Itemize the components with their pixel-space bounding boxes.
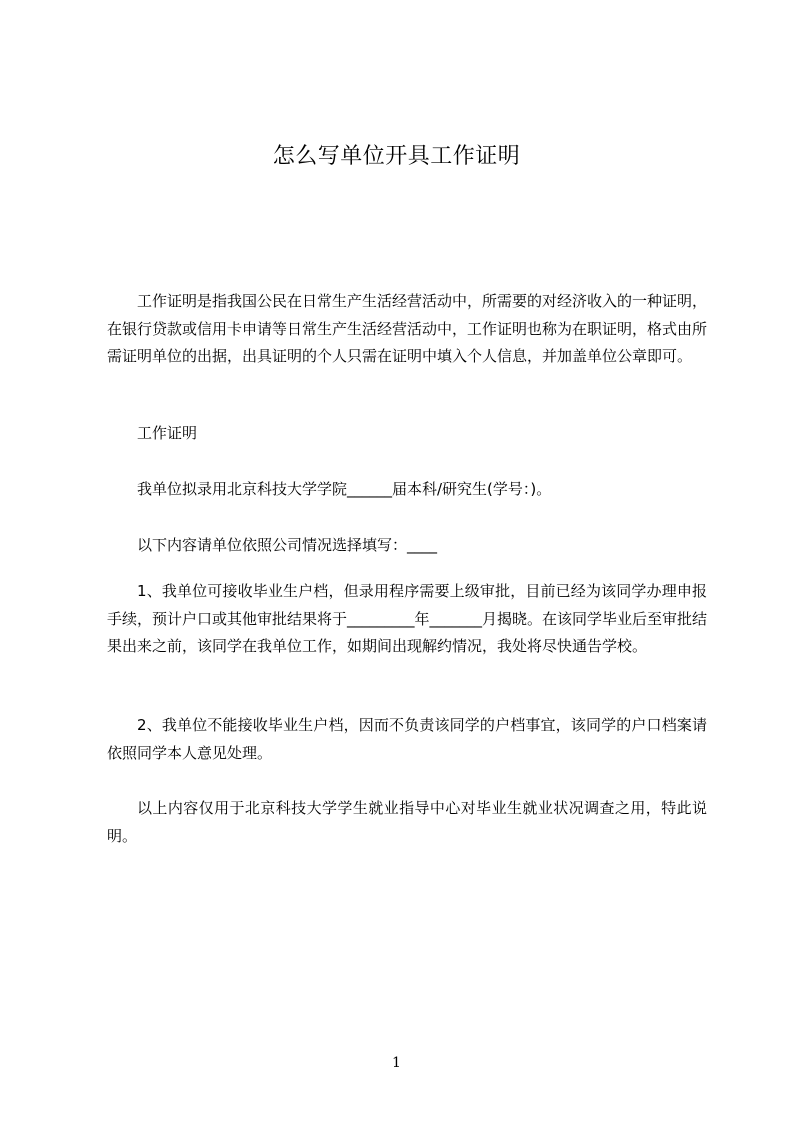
section-heading: 工作证明 [137,424,198,442]
paragraph-text: 2、我单位不能接收毕业生户档，因而不负责该同学的户档事宜，该同学的户口档案请依照同学本人意见处理。 [107,716,707,762]
page-number: 1 [392,1055,401,1071]
paragraph-instruction [107,532,707,560]
paragraph-intro [107,288,707,371]
paragraph-text: 以上内容仅用于北京科技大学学生就业指导中心对毕业生就业状况调查之用，特此说明。 [107,799,707,845]
paragraph-text: 工作证明是指我国公民在日常生产生活经营活动中，所需要的对经济收入的一种证明，在银行贷款或信用卡申请等日常生产生活经营活动中，工作证明也称为在职证明，格式由所需证明单位的出据，出具证明的个人只需在证明中填入个人信息，并加盖单位公章即可。 [107,292,708,365]
paragraph-closing [107,795,707,850]
paragraph-option-2 [107,712,707,767]
paragraph-text: 我单位拟录用北京科技大学学院______届本科/研究生(学号：)。 [137,480,552,498]
paragraph-text: 1、我单位可接收毕业生户档，但录用程序需要上级审批，目前已经为该同学办理申报手续，预计户口或其他审批结果将于_________年_______月揭晓。在该同学毕业后至审批结果出来之前，该同学在我单位工作，如期间出现解约情况，我处将尽快通告学校。 [107,582,708,655]
paragraph-option-1 [107,578,707,661]
paragraph-text: 以下内容请单位依照公司情况选择填写：____ [137,536,438,554]
paragraph-heading [107,420,707,448]
document-title: 怎么写单位开具工作证明 [272,144,521,169]
paragraph-employment-statement [107,476,707,504]
